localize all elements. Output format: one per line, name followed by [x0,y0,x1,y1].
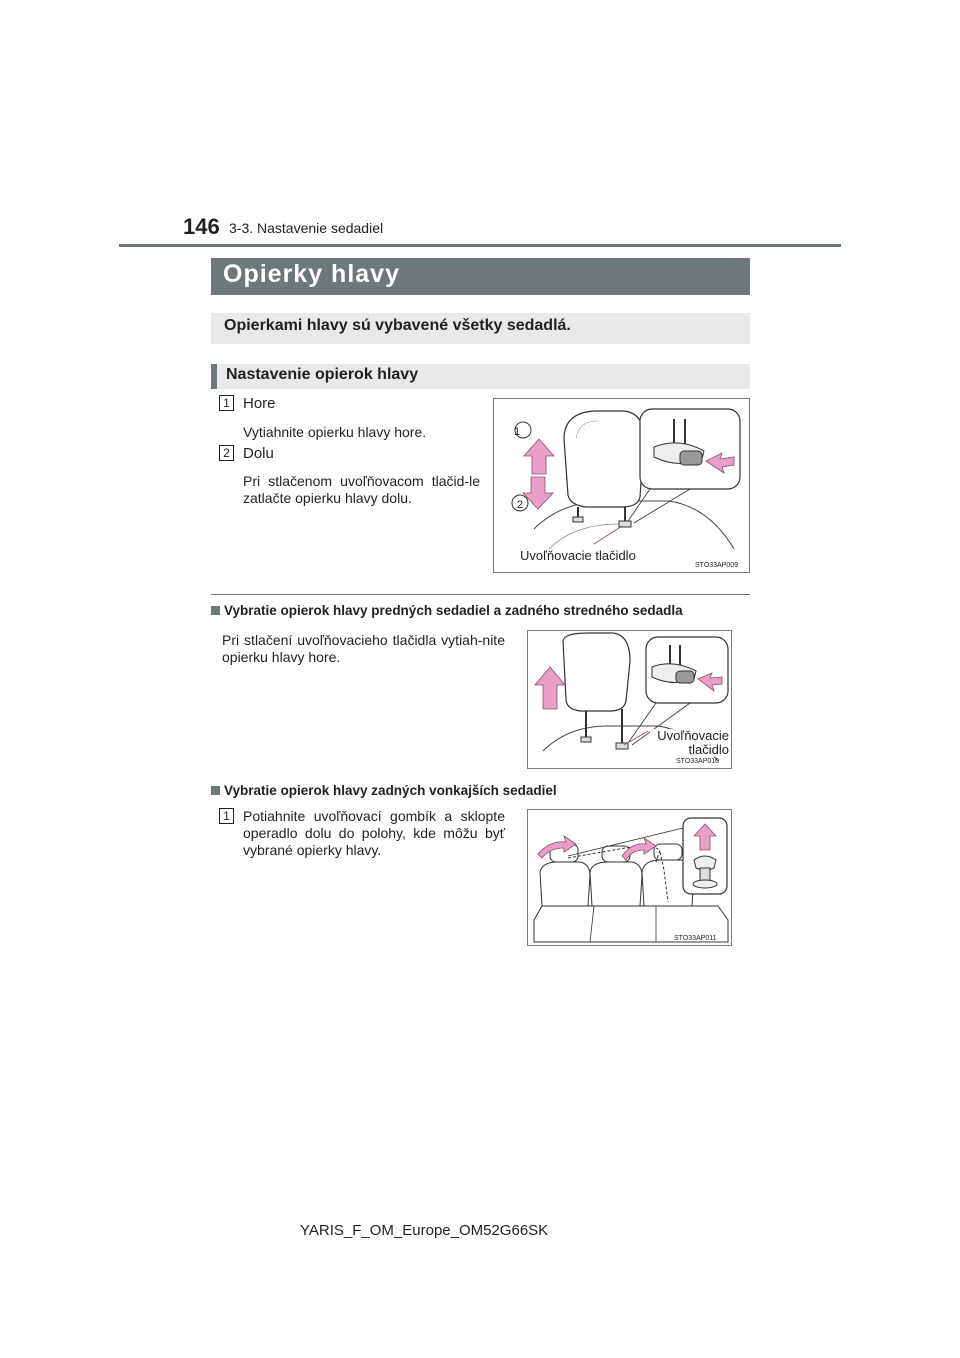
figure-1-code: STO33AP009 [695,562,739,569]
footer-document-code: YARIS_F_OM_Europe_OM52G66SK [300,1222,549,1239]
figure-2-callout-line-1: Uvoľňovacie [650,729,729,743]
bullet-square-icon [211,606,220,615]
step-1-number: 1 [219,395,234,411]
figure-3-code: STO33AP011 [674,935,717,942]
rear-section-heading [211,783,557,798]
figure-1-callout: Uvoľňovacie tlačidlo [520,548,636,563]
figure-1-marker-2: 2 [517,499,524,511]
figure-2-code: STO33AP010 [676,758,720,765]
front-section-heading-text: Vybratie opierok hlavy predných sedadiel a zadného stredného sedadla [224,603,683,618]
rear-section-text: Potiahnite uvoľňovací gombík a sklopte operadlo dolu do polohy, kde môžu byť vybrané opierky hlavy. [243,808,505,858]
step-2-text: Pri stlačenom uvoľňovacom tlačid-le zatlačte opierku hlavy dolu. [243,473,480,506]
page-number: 146 [183,214,220,239]
headrest-adjust-figure [493,398,750,573]
step-2-label: Dolu [243,445,274,462]
intro-bar [211,313,750,344]
front-headrest-figure [527,630,732,769]
bullet-square-icon [211,786,220,795]
figure-1-marker-1: 1 [514,426,521,438]
headrest-adjust-illustration [494,399,750,573]
step-1-label: Hore [243,395,276,412]
subsection-bar [211,364,750,389]
header-rule [119,244,841,247]
figure-2-callout-line-2: tlačidlo [650,743,729,757]
rear-step-number: 1 [219,808,234,824]
title-bar [211,258,750,295]
rear-section-heading-text: Vybratie opierok hlavy zadných vonkajších sedadiel [224,783,557,798]
step-2-number: 2 [219,445,234,461]
step-1-text: Vytiahnite opierku hlavy hore. [243,424,427,440]
front-section-text: Pri stlačení uvoľňovacieho tlačidla vytiah-nite opierku hlavy hore. [222,632,505,665]
page-title: Opierky hlavy [223,260,400,288]
intro-text: Opierkami hlavy sú vybavené všetky sedadlá. [224,317,571,334]
front-section-heading [211,603,683,618]
rear-seat-figure [527,809,732,946]
section-label: 3-3. Nastavenie sedadiel [229,220,384,236]
section-divider [211,594,750,595]
subsection-title: Nastavenie opierok hlavy [226,366,419,383]
rear-seat-illustration [528,810,732,946]
